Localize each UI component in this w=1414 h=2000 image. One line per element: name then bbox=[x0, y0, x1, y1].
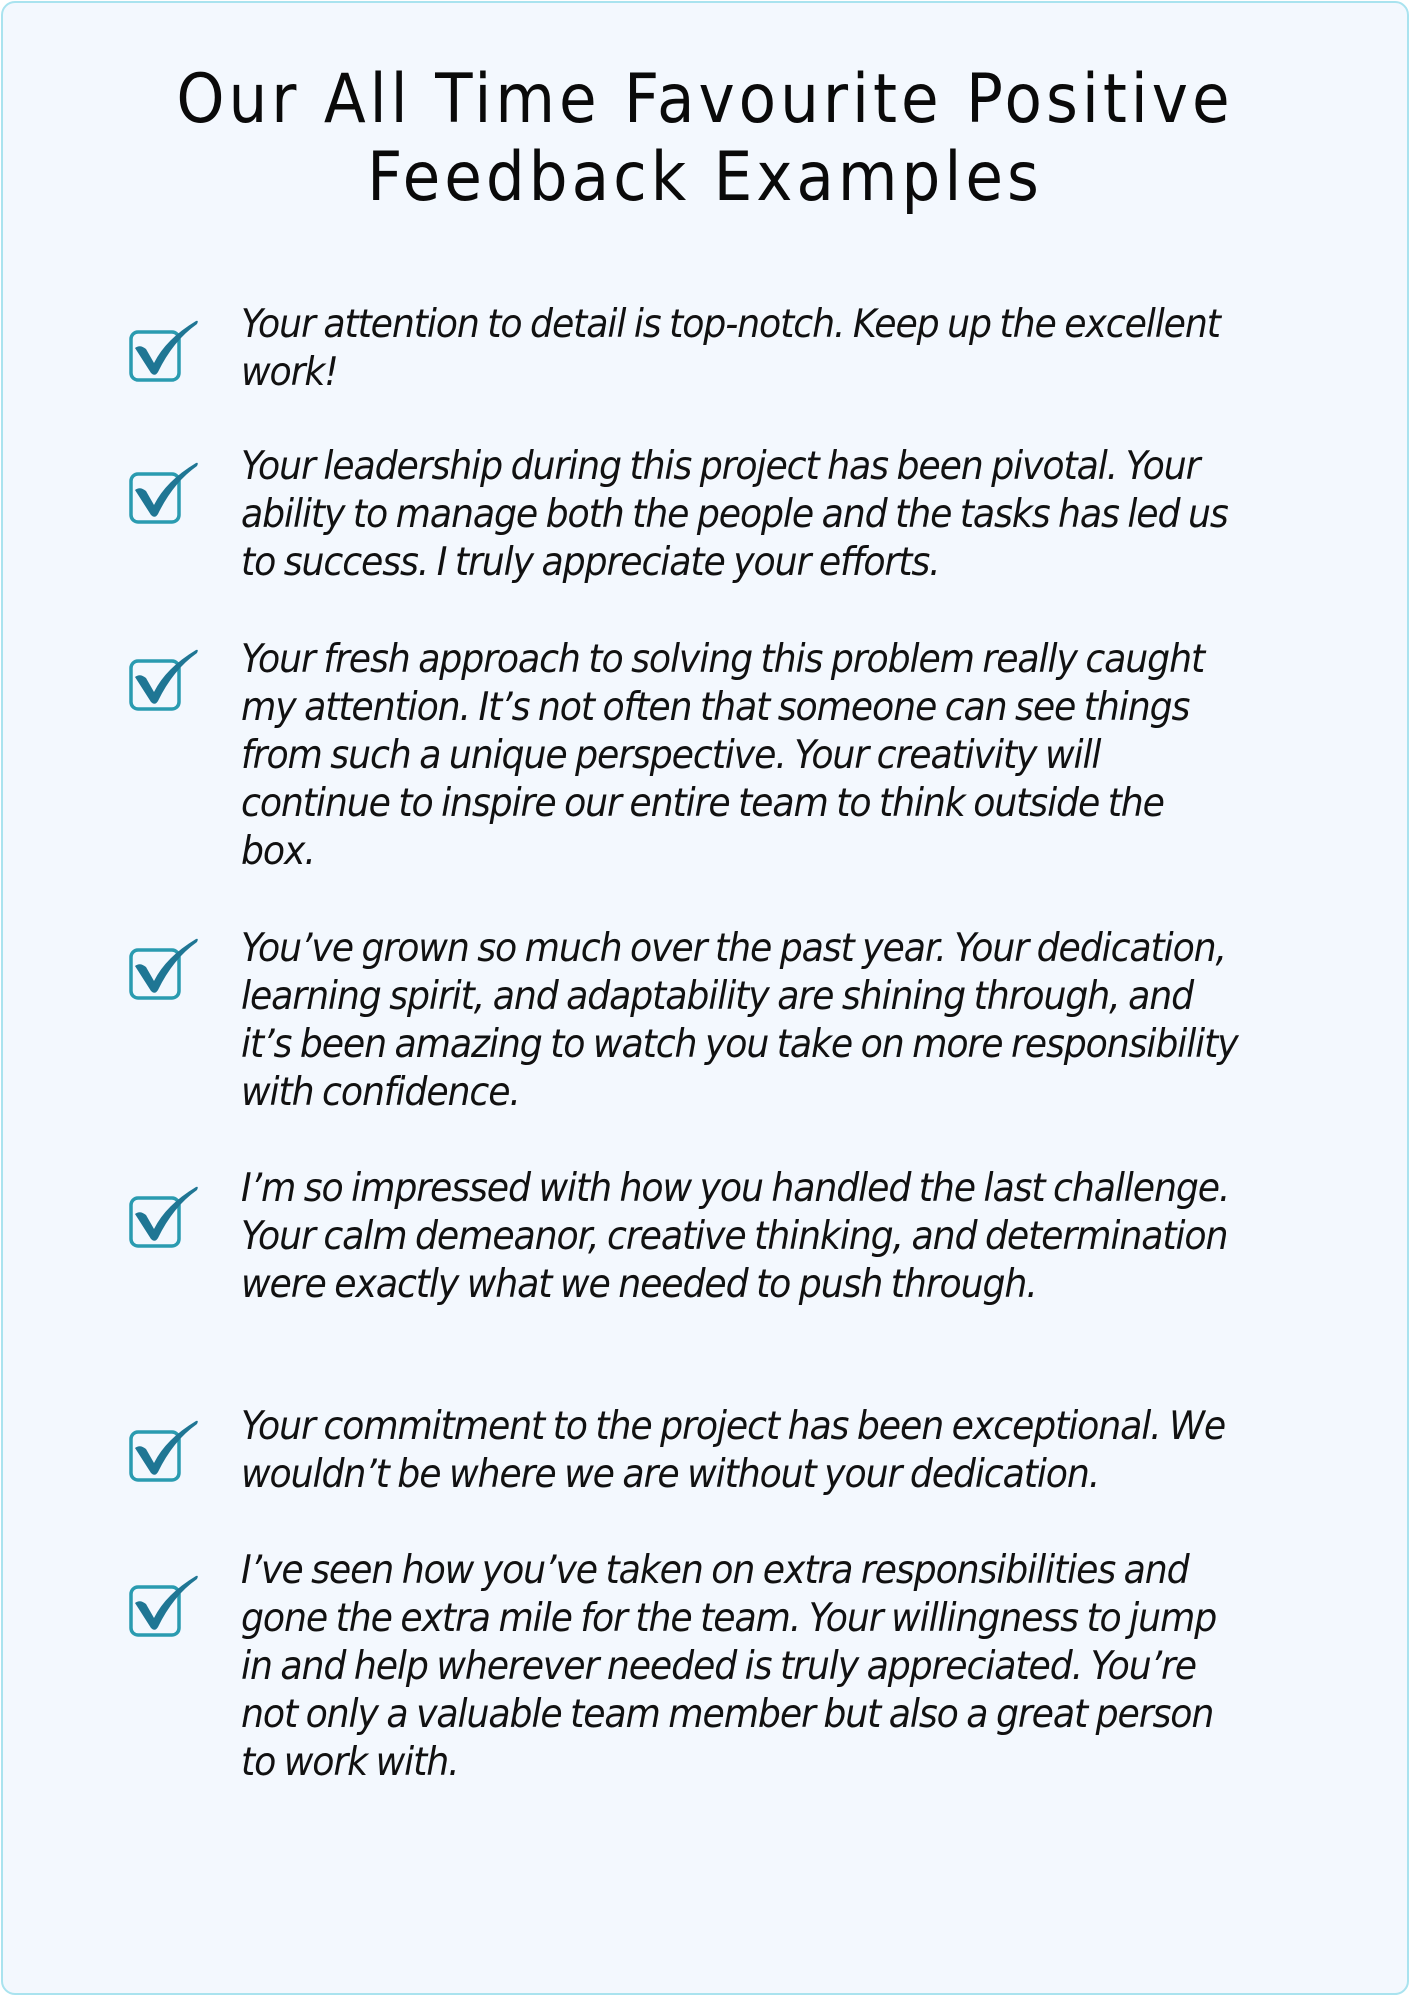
feedback-text: You’ve grown so much over the past year. Your dedication, learning spirit, and adaptability are shining through, and it’s been amazing to watch you take on more responsibility with confidence. bbox=[241, 926, 1238, 1115]
checkbox-check-icon bbox=[128, 935, 200, 1007]
checkbox-check-icon bbox=[128, 646, 200, 718]
feedback-text: I’ve seen how you’ve taken on extra responsibilities and gone the extra mile for the team. Your willingness to jump in and help wherever needed is truly appreciated. You’re not only a valuable team member but also a great person to work with. bbox=[241, 1548, 1217, 1785]
title-line-1: Our All Time Favourite Positive bbox=[176, 60, 1234, 139]
page-card bbox=[1, 1, 1409, 1995]
title-line-2: Feedback Examples bbox=[367, 138, 1043, 217]
checkbox-check-icon bbox=[128, 317, 200, 389]
feedback-text: Your commitment to the project has been exceptional. We wouldn’t be where we are without your dedication. bbox=[241, 1404, 1226, 1497]
checkbox-check-icon bbox=[128, 459, 200, 531]
feedback-text: Your leadership during this project has been pivotal. Your ability to manage both the people and the tasks has led us to success. I truly appreciate your efforts. bbox=[241, 444, 1228, 585]
checkbox-check-icon bbox=[128, 1572, 200, 1644]
feedback-text: Your fresh approach to solving this problem really caught my attention. It’s not often that someone can see things from such a unique perspective. Your creativity will continue to inspire our entire team to think outside the box. bbox=[241, 637, 1205, 874]
checkbox-check-icon bbox=[128, 1417, 200, 1489]
checkbox-check-icon bbox=[128, 1183, 200, 1255]
feedback-text: Your attention to detail is top-notch. Keep up the excellent work! bbox=[241, 302, 1220, 395]
feedback-text: I’m so impressed with how you handled the last challenge. Your calm demeanor, creative thinking, and determination were exactly what we needed to push through. bbox=[241, 1166, 1230, 1307]
page-title bbox=[3, 61, 1407, 217]
